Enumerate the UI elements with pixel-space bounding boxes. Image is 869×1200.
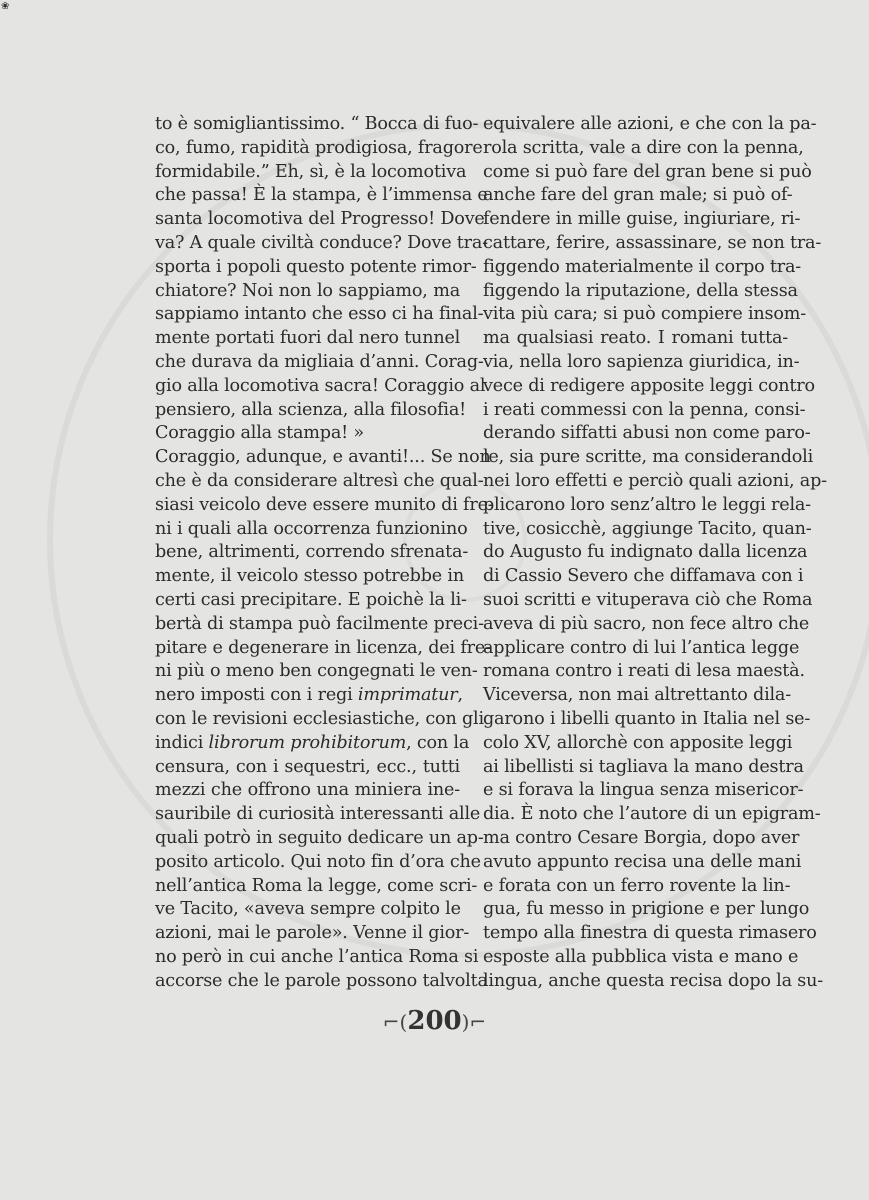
text-line: colo XV, allorchè con apposite leggi: [483, 732, 793, 753]
text-line: azioni, mai le parole». Venne il gior-: [155, 923, 470, 944]
text-line: Coraggio alla stampa! »: [155, 423, 364, 444]
text-line: Coraggio, adunque, e avanti!... Se non: [155, 447, 491, 468]
text-run: indici: [155, 732, 209, 753]
text-line: le, sia pure scritte, ma considerandoli: [483, 447, 814, 468]
text-line: ve Tacito, «aveva sempre colpito le: [155, 899, 461, 920]
text-line: vita più cara; si può compiere insom-: [483, 304, 806, 325]
text-line: bertà di stampa può facilmente preci-: [155, 613, 484, 634]
text-line: fendere in mille guise, ingiuriare, ri-: [483, 209, 801, 230]
text-line: sporta i popoli questo potente rimor-: [155, 256, 477, 277]
page-number: [0, 1006, 869, 1036]
text-line: co, fumo, rapidità prodigiosa, fragore: [155, 137, 483, 158]
text-line: formidabile.” Eh, sì, è la locomotiva: [155, 161, 467, 182]
text-line: tempo alla finestra di questa rimasero: [483, 923, 817, 944]
page-number-value: 200: [407, 1006, 462, 1036]
text-line: posito articolo. Qui noto fin d’ora che: [155, 851, 481, 872]
text-run: , con la: [406, 732, 470, 753]
text-line: che passa! È la stampa, è l’immensa e: [155, 185, 488, 206]
text-line: ma qualsiasi reato. I romani tutta-: [483, 328, 788, 349]
text-line: con le revisioni ecclesiastiche, con gli: [155, 708, 484, 729]
text-line: mezzi che offrono una miniera ine-: [155, 780, 460, 801]
folio-ornament-left: ⌐(: [382, 1010, 408, 1034]
text-line: certi casi precipitare. E poichè la li-: [155, 589, 467, 610]
text-line: romana contro i reati di lesa maestà.: [483, 661, 805, 682]
text-line: figgendo materialmente il corpo tra-: [483, 256, 802, 277]
text-line: va? A quale civiltà conduce? Dove tra-: [155, 232, 488, 253]
text-line: nei loro effetti e perciò quali azioni, ap-: [483, 470, 827, 491]
text-line: dia. È noto che l’autore di un epigram-: [483, 804, 821, 825]
text-line: ni più o meno ben congegnati le ven-: [155, 661, 478, 682]
italic-term: imprimatur: [357, 685, 458, 706]
corner-mark: ❀: [1, 1, 10, 12]
text-line: avuto appunto recisa una delle mani: [483, 851, 802, 872]
text-line: anche fare del gran male; si può of-: [483, 185, 793, 206]
text-run: nero imposti con i regi: [155, 685, 358, 706]
right-text-column: [483, 113, 827, 993]
text-line: tive, cosicchè, aggiunge Tacito, quan-: [483, 518, 812, 539]
text-line: quali potrò in seguito dedicare un ap-: [155, 827, 484, 848]
text-line: Viceversa, non mai altrettanto dila-: [483, 685, 791, 706]
text-line: do Augusto fu indignato dalla licenza: [483, 542, 808, 563]
text-line: to è somigliantissimo. “ Bocca di fuo-: [155, 114, 479, 134]
text-line: come si può fare del gran bene si può: [483, 161, 812, 182]
text-line: bene, altrimenti, correndo sfrenata-: [155, 542, 469, 563]
text-line: derando siffatti abusi non come paro-: [483, 423, 811, 444]
text-line: via, nella loro sapienza giuridica, in-: [483, 351, 800, 372]
text-line: gio alla locomotiva sacra! Coraggio al: [155, 375, 486, 396]
text-line: figgendo la riputazione, della stessa: [483, 280, 798, 301]
text-line: esposte alla pubblica vista e mano e: [483, 946, 799, 967]
text-line: applicare contro di lui l’antica legge: [483, 637, 800, 658]
text-line: siasi veicolo deve essere munito di fre-: [155, 494, 494, 515]
text-line: lingua, anche questa recisa dopo la su-: [483, 970, 823, 991]
text-line: che è da considerare altresì che qual-: [155, 470, 484, 491]
text-line: suoi scritti e vituperava ciò che Roma: [483, 589, 813, 610]
text-line: ni i quali alla occorrenza funzionino: [155, 518, 468, 539]
text-line: mente, il veicolo stesso potrebbe in: [155, 566, 464, 587]
text-line: sappiamo intanto che esso ci ha final-: [155, 304, 484, 325]
text-line: plicarono loro senz’altro le leggi rela-: [483, 494, 811, 515]
text-line: santa locomotiva del Progresso! Dove: [155, 209, 485, 230]
text-line-mixed: [155, 732, 470, 756]
text-line: accorse che le parole possono talvolta: [155, 970, 488, 991]
text-line: mente portati fuori dal nero tunnel: [155, 328, 461, 349]
text-line: chiatore? Noi non lo sappiamo, ma: [155, 280, 460, 301]
text-line: ma contro Cesare Borgia, dopo aver: [483, 827, 800, 848]
italic-term: librorum prohibitorum: [208, 732, 407, 753]
text-line: e si forava la lingua senza misericor-: [483, 780, 804, 801]
text-line: rola scritta, vale a dire con la penna,: [483, 137, 804, 158]
text-line: e forata con un ferro rovente la lin-: [483, 875, 791, 896]
text-line: aveva di più sacro, non fece altro che: [483, 613, 810, 634]
text-line: di Cassio Severo che diffamava con i: [483, 566, 804, 587]
text-line: equivalere alle azioni, e che con la pa-: [483, 114, 817, 134]
text-line: sauribile di curiosità interessanti alle: [155, 804, 481, 825]
text-line-mixed: [155, 684, 463, 708]
text-line: cattare, ferire, assassinare, se non tra-: [483, 232, 822, 253]
left-text-column: [155, 113, 494, 993]
text-line: censura, con i sequestri, ecc., tutti: [155, 756, 460, 777]
text-line: garono i libelli quanto in Italia nel se-: [483, 708, 811, 729]
text-line: nell’antica Roma la legge, come scri-: [155, 875, 478, 896]
text-line: pitare e degenerare in licenza, dei fre-: [155, 637, 491, 658]
text-run: ,: [457, 685, 463, 706]
text-line: pensiero, alla scienza, alla filosofia!: [155, 399, 466, 420]
text-line: ai libellisti si tagliava la mano destra: [483, 756, 804, 777]
text-line: gua, fu messo in prigione e per lungo: [483, 899, 810, 920]
text-line: vece di redigere apposite leggi contro: [483, 375, 815, 396]
folio-ornament-right: )⌐: [461, 1010, 487, 1034]
text-line: i reati commessi con la penna, consi-: [483, 399, 806, 420]
text-line: che durava da migliaia d’anni. Corag-: [155, 351, 484, 372]
text-line: no però in cui anche l’antica Roma si: [155, 946, 479, 967]
